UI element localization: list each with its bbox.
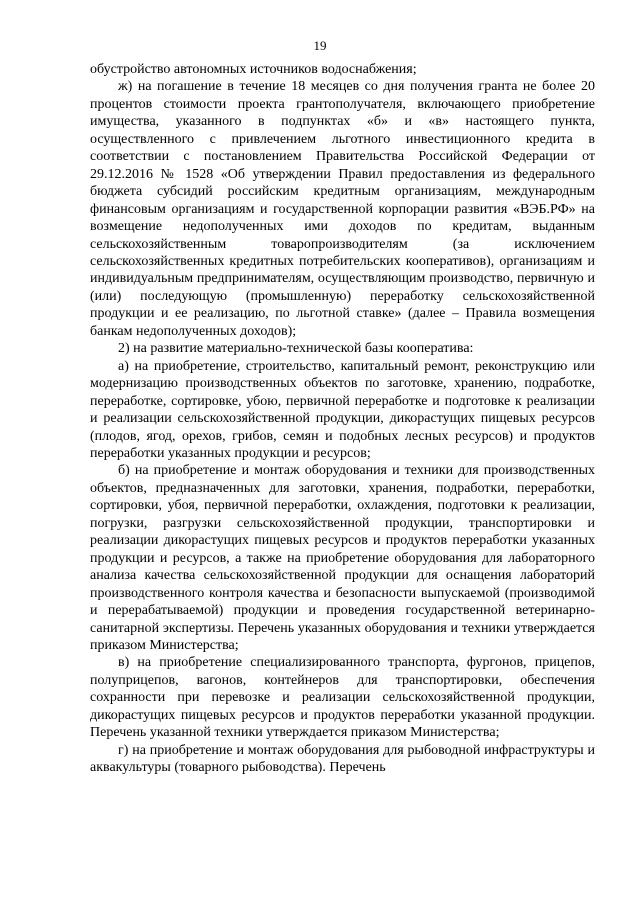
paragraph-water-supply: обустройство автономных источников водоснабжения; [90,62,417,77]
paragraph-item-b: б) на приобретение и монтаж оборудования и техники для производственных объектов, предназначенных для заготовки, хранения, подработки, переработки, сортировки, убоя, первичной переработки, охлаждения, подготовки к реализации, погрузки, разгрузки сельскохозяйственной продукции, транспортировки и реализации дикорастущих пищевых ресурсов и продуктов переработки указанных продукции и ресурсов, а также на приобретение оборудования для лабораторного анализа качества сельскохозяйственной продукции для оснащения лабораторий производственного контроля качества и безопасности выпускаемой (производимой и перерабатываемой) продукции и проведения государственной ветеринарно-санитарной экспертизы. Перечень указанных оборудования и техники утверждается приказом Министерства; [90,463,595,653]
page-number: 19 [313,38,327,53]
document-body [90,61,595,777]
paragraph-item-v: в) на приобретение специализированного транспорта, фургонов, прицепов, полуприцепов, вагонов, контейнеров для транспортировки, обеспечения сохранности при перевозке и реализации сельскохозяйственной продукции, дикорастущих пищевых ресурсов и продуктов переработки указанной продукции. Перечень указанной техники утверждается приказом Министерства; [90,655,595,741]
paragraph-item-g: г) на приобретение и монтаж оборудования для рыбоводной инфраструктуры и аквакультуры (товарного рыбоводства). Перечень [90,742,595,776]
paragraph-item-zh: ж) на погашение в течение 18 месяцев со дня получения гранта не более 20 процентов стоимости проекта грантополучателя, включающего приобретение имущества, указанного в подпунктах «б» и «в» настоящего пункта, осуществленного с привлечением льготного инвестиционного кредита в соответствии с постановлением Правительства Российской Федерации от 29.12.2016 № 1528 «Об утверждении Правил предоставления из федерального бюджета субсидий российским кредитным организациям, международным финансовым организациям и государственной корпорации развития «ВЭБ.РФ» на возмещение недополученных ими доходов по кредитам, выданным сельскохозяйственным товаропроизводителям (за исключением сельскохозяйственных кредитных потребительских кооперативов), организациям и индивидуальным предпринимателям, осуществляющим производство, первичную и (или) последующую (промышленную) переработку сельскохозяйственной продукции и ее реализацию, по льготной ставке» (далее – Правила возмещения банкам недополученных доходов); [90,79,595,339]
paragraph-item-2: 2) на развитие материально-технической базы кооператива: [118,341,474,357]
paragraph-item-a: а) на приобретение, строительство, капитальный ремонт, реконструкцию или модернизацию производственных объектов по заготовке, хранению, подработке, переработке, сортировке, убою, первичной переработке и подготовке к реализации и реализации сельскохозяйственной продукции, дикорастущих пищевых ресурсов (плодов, ягод, орехов, грибов, семян и подобных лесных ресурсов) и продуктов переработки указанных продукции и ресурсов; [90,358,595,461]
